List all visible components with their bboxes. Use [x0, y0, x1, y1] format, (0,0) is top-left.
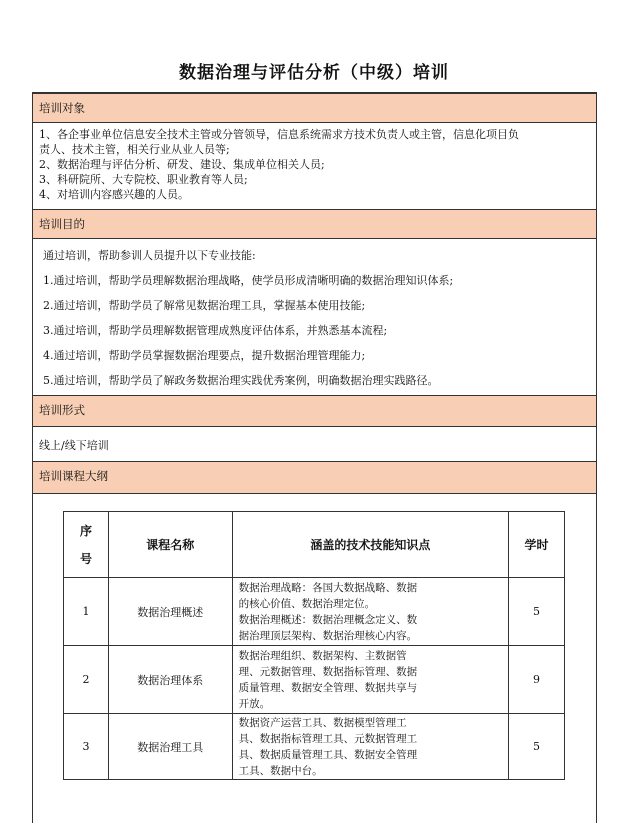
table-row [64, 714, 565, 780]
table-row [64, 646, 565, 714]
goal-item: 1.通过培训，帮助学员理解数据治理战略，使学员形成清晰明确的数据治理知识体系; [43, 274, 454, 287]
goal-intro: 通过培训，帮助参训人员提升以下专业技能: [43, 249, 256, 262]
table-header-row [64, 512, 565, 578]
row-hours: 5 [509, 714, 565, 780]
section-header-outline: 培训课程大纲 [33, 461, 596, 494]
row-course-name: 数据治理体系 [108, 646, 232, 714]
row-hours: 5 [509, 578, 565, 646]
section-header-form: 培训形式 [33, 395, 596, 427]
goal-item: 5.通过培训，帮助学员了解政务数据治理实践优秀案例，明确数据治理实践路径。 [43, 374, 439, 387]
row-seq: 1 [64, 578, 109, 646]
goal-item: 3.通过培训，帮助学员理解数据管理成熟度评估体系，并熟悉基本流程; [43, 324, 388, 337]
target-line: 3、科研院所、大专院校、职业教育等人员; [39, 173, 248, 186]
goal-item: 4.通过培训，帮助学员掌握数据治理要点，提升数据治理管理能力; [43, 349, 366, 362]
row-hours: 9 [509, 646, 565, 714]
header-hours: 学时 [509, 512, 565, 578]
row-seq: 2 [64, 646, 109, 714]
row-course-name: 数据治理概述 [108, 578, 232, 646]
content-line: 工具、数据中台。 [238, 764, 323, 777]
section-header-target: 培训对象 [33, 93, 596, 123]
content-line: 据治理顶层架构、数据治理核心内容。 [238, 629, 418, 642]
table-row [64, 578, 565, 646]
content-line: 的核心价值、数据治理定位。 [238, 597, 376, 610]
section-header-goal: 培训目的 [33, 209, 596, 239]
content-line: 数据治理战略：各国大数据战略、数据 [238, 581, 418, 594]
row-content [232, 646, 508, 714]
target-line: 责人、技术主管，相关行业从业人员等; [39, 143, 230, 156]
training-form [32, 92, 597, 823]
goal-item: 2.通过培训，帮助学员了解常见数据治理工具，掌握基本使用技能; [43, 299, 366, 312]
content-line: 理、元数据管理、数据指标管理、数据 [238, 665, 418, 678]
form-value: 线上/线下培训 [39, 439, 109, 452]
row-seq: 3 [64, 714, 109, 780]
target-content [39, 127, 591, 202]
row-content [232, 578, 508, 646]
header-seq-top: 序 [79, 523, 92, 538]
header-course-name: 课程名称 [108, 512, 232, 578]
header-seq [64, 512, 109, 578]
row-course-name: 数据治理工具 [108, 714, 232, 780]
target-line: 4、对培训内容感兴趣的人员。 [39, 188, 189, 201]
target-line: 2、数据治理与评估分析、研发、建设、集成单位相关人员; [39, 158, 325, 171]
course-outline-table [63, 511, 565, 780]
row-content [232, 714, 508, 780]
content-line: 质量管理、数据安全管理、数据共享与 [238, 681, 418, 694]
content-line: 数据资产运营工具、数据模型管理工 [238, 716, 407, 729]
content-line: 数据治理组织、数据架构、主数据管 [238, 649, 407, 662]
header-content: 涵盖的技术技能知识点 [232, 512, 508, 578]
content-line: 具、数据指标管理工具、元数据管理工 [238, 732, 418, 745]
content-line: 数据治理概述：数据治理概念定义、数 [238, 613, 418, 626]
content-line: 开放。 [238, 697, 271, 710]
content-line: 具、数据质量管理工具、数据安全管理 [238, 748, 418, 761]
page-title: 数据治理与评估分析（中级）培训 [179, 63, 449, 83]
header-seq-bottom: 号 [79, 551, 92, 566]
goal-content [43, 243, 595, 393]
target-line: 1、各企事业单位信息安全技术主管或分管领导，信息系统需求方技术负责人或主管，信息化项目负 [39, 128, 519, 141]
